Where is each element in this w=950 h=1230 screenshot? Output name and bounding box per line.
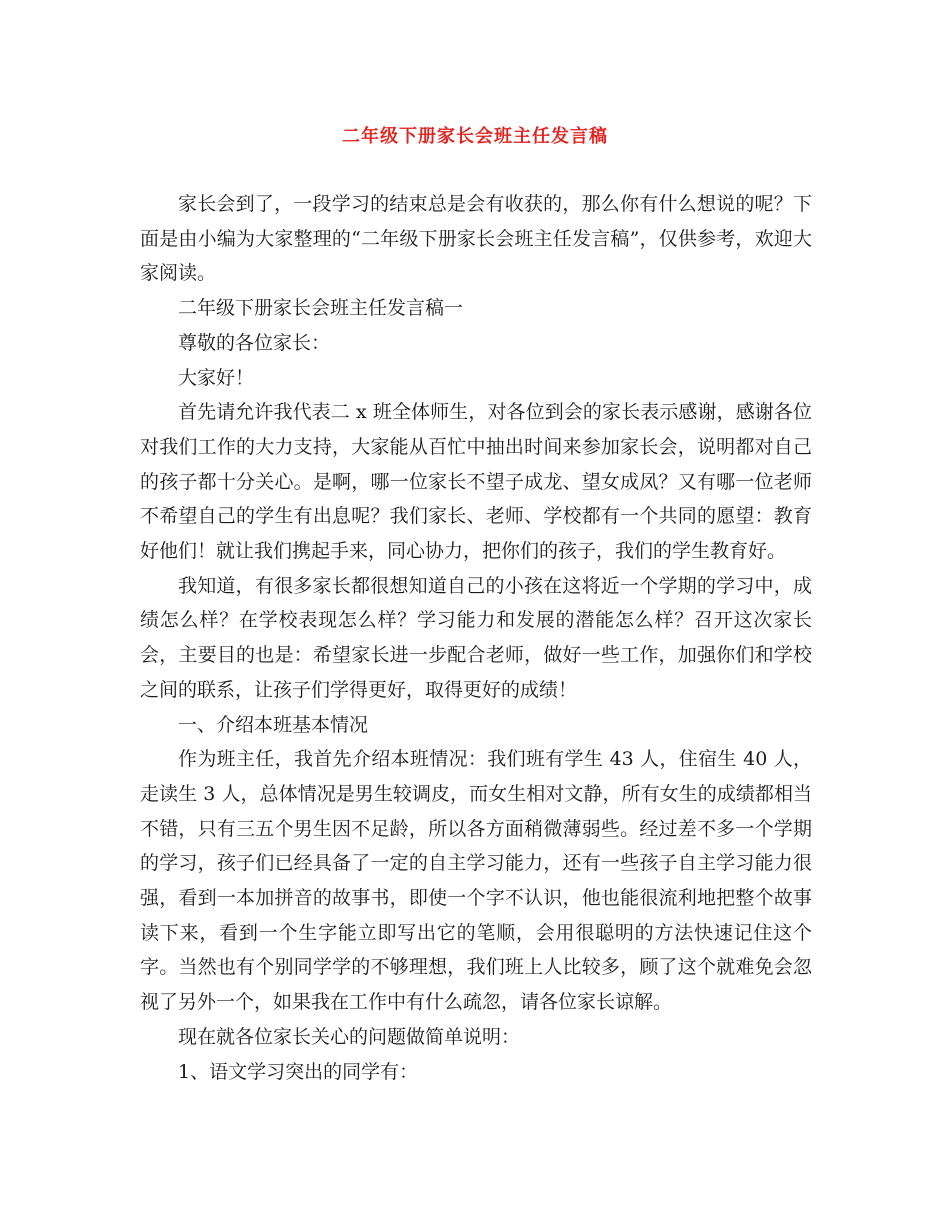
body-paragraph: 我知道，有很多家长都很想知道自己的小孩在这将近一个学期的学习中，成绩怎么样？在学校表现怎么样？学习能力和发展的潜能怎么样？召开这次家长会，主要目的也是：希望家长进一步配合老师，做好一些工作，加强你们和学校之间的联系，让孩子们学得更好，取得更好的成绩！ bbox=[140, 574, 812, 701]
document-title: 二年级下册家长会班主任发言稿 bbox=[342, 126, 608, 147]
subsection-heading: 一、介绍本班基本情况 bbox=[178, 713, 369, 736]
body-paragraph: 作为班主任，我首先介绍本班情况：我们班有学生 43 人，住宿生 40 人，走读生 3 人，总体情况是男生较调皮，而女生相对文静，所有女生的成绩都相当不错，只有三五个男生因不足龄，所以各方面稍微薄弱些。经过差不多一个学期的学习，孩子们已经具备了一定的自主学习能力，还有一些孩子自主学习能力很强，看到一本加拼音的故事书，即使一个字不认识，他也能很流利地把整个故事读下来，看到一个生字能立即写出它的笔顺，会用很聪明的方法快速记住这个字。当然也有个别同学学的不够理想，我们班上人比较多，顾了这个就难免会忽视了另外一个，如果我在工作中有什么疏忽，请各位家长谅解。 bbox=[140, 748, 812, 1014]
intro-paragraph: 家长会到了，一段学习的结束总是会有收获的，那么你有什么想说的呢？下面是由小编为大家整理的“二年级下册家长会班主任发言稿”，仅供参考，欢迎大家阅读。 bbox=[140, 193, 812, 285]
document-body bbox=[140, 187, 812, 1089]
list-item-heading: 1、语文学习突出的同学有： bbox=[178, 1060, 419, 1083]
body-paragraph: 现在就各位家长关心的问题做简单说明： bbox=[178, 1025, 521, 1048]
greeting: 大家好！ bbox=[178, 366, 255, 389]
section-heading: 二年级下册家长会班主任发言稿一 bbox=[178, 297, 464, 320]
salutation: 尊敬的各位家长： bbox=[178, 331, 331, 354]
body-paragraph: 首先请允许我代表二 x 班全体师生，对各位到会的家长表示感谢，感谢各位对我们工作的大力支持，大家能从百忙中抽出时间来参加家长会，说明都对自己的孩子都十分关心。是啊，哪一位家长不望子成龙、望女成凤？又有哪一位老师不希望自己的学生有出息呢？我们家长、老师、学校都有一个共同的愿望：教育好他们！就让我们携起手来，同心协力，把你们的孩子，我们的学生教育好。 bbox=[140, 401, 812, 563]
